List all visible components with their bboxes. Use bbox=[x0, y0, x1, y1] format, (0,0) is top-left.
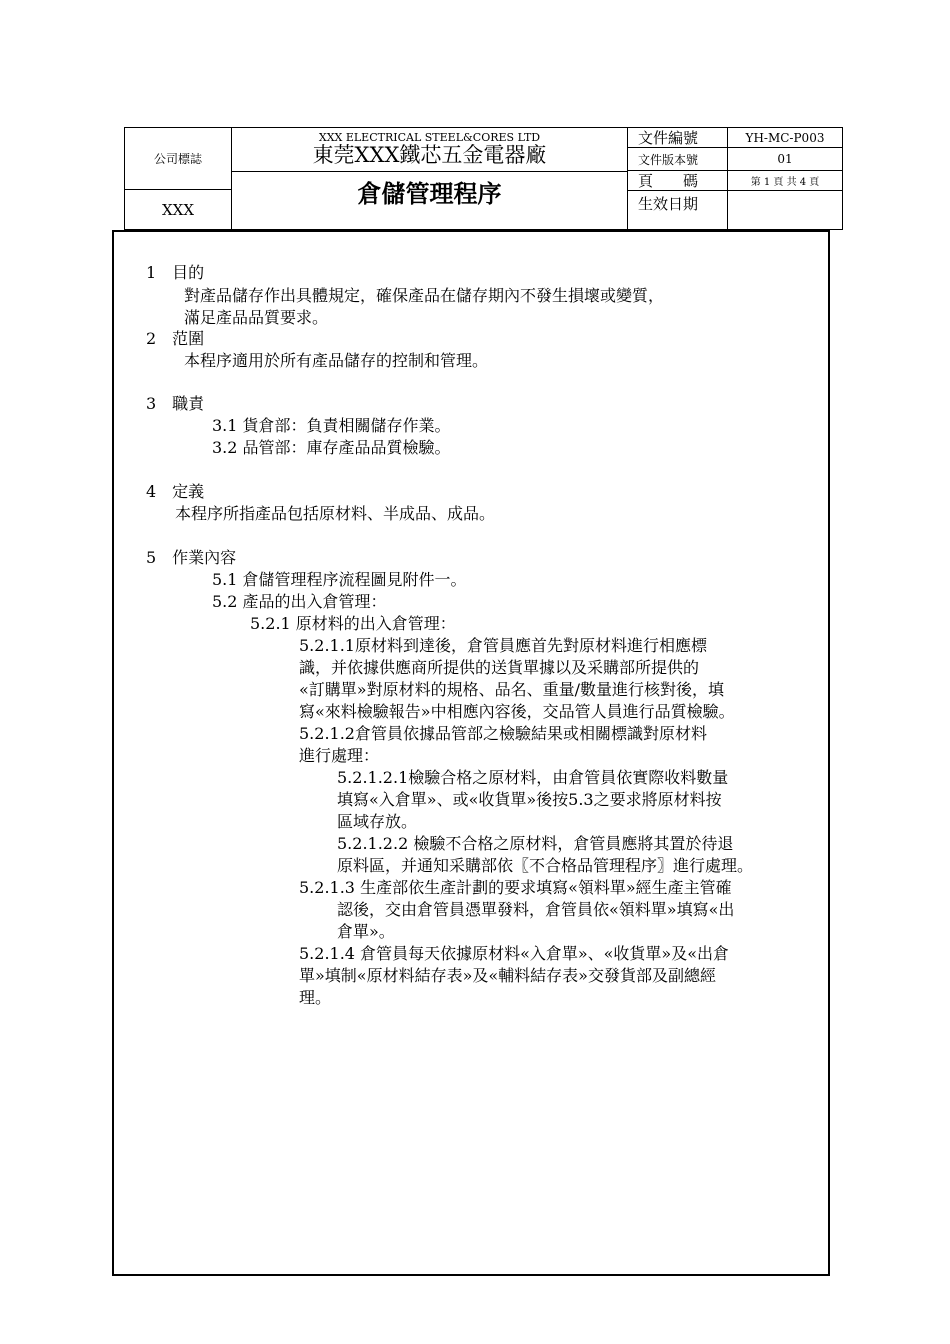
logo-text-cell bbox=[124, 189, 232, 230]
content-frame bbox=[112, 230, 830, 1276]
logo-label: 公司標誌 bbox=[153, 152, 202, 166]
body-text: 滿足產品品質要求。 bbox=[184, 308, 329, 327]
company-cell bbox=[231, 127, 628, 172]
section-heading: 2 范圍 bbox=[146, 329, 205, 348]
body-text: 本程序所指產品包括原材料、半成品、成品。 bbox=[175, 504, 496, 523]
doc-title: 倉儲管理程序 bbox=[357, 180, 502, 208]
section-heading: 1 目的 bbox=[146, 263, 205, 282]
field-label-page: 頁 碼 bbox=[627, 170, 728, 191]
field-label-version: 文件版本號 bbox=[627, 147, 728, 171]
body-text: 單»填制«原材料結存表»及«輔料結存表»交發貨部及副總經 bbox=[299, 966, 716, 985]
section-heading: 5 作業內容 bbox=[146, 548, 237, 567]
body-text: 認後，交由倉管員憑單發料，倉管員依«領料單»填寫«出 bbox=[337, 900, 735, 919]
body-text: 5.2.1.2.2 檢驗不合格之原材料，倉管員應將其置於待退 bbox=[337, 834, 734, 853]
body-text: 區域存放。 bbox=[337, 812, 418, 831]
company-cn: 東莞XXX鐵芯五金電器廠 bbox=[312, 143, 547, 167]
body-text: 3.1 貨倉部：負責相關儲存作業。 bbox=[212, 416, 451, 435]
body-text: 5.2.1.2.1檢驗合格之原材料，由倉管員依實際收料數量 bbox=[337, 768, 729, 787]
field-label-doc-no: 文件編號 bbox=[627, 127, 728, 148]
company-en: XXX ELECTRICAL STEEL&CORES LTD bbox=[318, 130, 541, 144]
body-text: 對產品儲存作出具體規定，確保產品在儲存期內不發生損壞或變質， bbox=[184, 286, 665, 305]
field-value-page: 第 1 頁 共 4 頁 bbox=[727, 170, 843, 191]
body-text: 本程序適用於所有產品儲存的控制和管理。 bbox=[184, 351, 489, 370]
section-heading: 4 定義 bbox=[146, 482, 205, 501]
body-text: 5.2 產品的出入倉管理： bbox=[212, 592, 387, 611]
body-text: 原料區，并通知采購部依〖不合格品管理程序〗進行處理。 bbox=[337, 856, 754, 875]
field-value-doc-no: YH-MC-P003 bbox=[727, 127, 843, 148]
body-text: 填寫«入倉單»、或«收貨單»後按5.3之要求將原材料按 bbox=[337, 790, 722, 809]
section-heading: 3 職責 bbox=[146, 394, 205, 413]
body-text: «訂購單»對原材料的規格、品名、重量/數量進行核對後，填 bbox=[299, 680, 724, 699]
body-text: 識，并依據供應商所提供的送貨單據以及采購部所提供的 bbox=[299, 658, 700, 677]
field-value-version: 01 bbox=[727, 147, 843, 171]
field-value-effective-date bbox=[727, 190, 843, 230]
body-text: 寫«來料檢驗報告»中相應內容後，交品管人員進行品質檢驗。 bbox=[299, 702, 735, 721]
title-cell bbox=[231, 171, 628, 230]
body-text: 5.1 倉儲管理程序流程圖見附件一。 bbox=[212, 570, 467, 589]
body-text: 理。 bbox=[299, 988, 332, 1007]
logo-text: XXX bbox=[161, 200, 195, 219]
body-text: 5.2.1.1原材料到達後，倉管員應首先對原材料進行相應標 bbox=[299, 636, 707, 655]
body-text: 5.2.1.3 生產部依生產計劃的要求填寫«領料單»經生產主管確 bbox=[299, 878, 732, 897]
body-text: 5.2.1.2倉管員依據品管部之檢驗結果或相關標識對原材料 bbox=[299, 724, 707, 743]
logo-label-cell bbox=[124, 127, 232, 190]
body-text: 倉單»。 bbox=[337, 922, 395, 941]
body-text: 進行處理： bbox=[299, 746, 380, 765]
body-text: 5.2.1.4 倉管員每天依據原材料«入倉單»、«收貨單»及«出倉 bbox=[299, 944, 730, 963]
body-text: 3.2 品管部：庫存產品品質檢驗。 bbox=[212, 438, 451, 457]
field-label-effective-date: 生效日期 bbox=[627, 190, 728, 230]
body-text: 5.2.1 原材料的出入倉管理： bbox=[250, 614, 456, 633]
